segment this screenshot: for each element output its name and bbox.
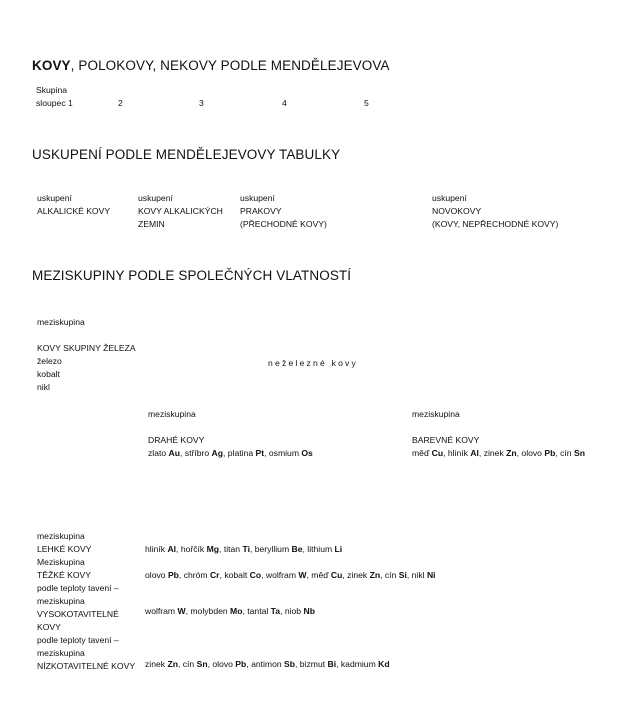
- element-word: nikl: [411, 570, 427, 580]
- element-word: hliník: [145, 544, 168, 554]
- element-symbol: Ta: [270, 606, 281, 616]
- element-symbol: Pb: [544, 448, 556, 458]
- column-number-2: 2: [118, 98, 123, 108]
- element-symbol: Al: [470, 448, 479, 458]
- group-label: uskupení: [240, 193, 275, 203]
- group-label: uskupení: [37, 193, 72, 203]
- element-word: kobalt: [224, 570, 250, 580]
- group-label: uskupení: [432, 193, 467, 203]
- subgroup-label: meziskupina: [37, 596, 85, 606]
- element-symbol: Au: [168, 448, 181, 458]
- element-word: zinek: [145, 659, 168, 669]
- column-number-3: 3: [199, 98, 204, 108]
- element-symbol: Sb: [284, 659, 296, 669]
- element-symbol: Be: [291, 544, 303, 554]
- heavy-metals-name: TĚŽKÉ KOVY: [37, 570, 91, 580]
- element-word: chróm: [183, 570, 210, 580]
- element-symbol: Kd: [378, 659, 390, 669]
- element-symbol: W: [298, 570, 307, 580]
- element-word: kadmium: [340, 659, 379, 669]
- group-name: PRAKOVY: [240, 206, 282, 216]
- element-symbol: Mg: [206, 544, 220, 554]
- subgroup-label: Meziskupina: [37, 557, 85, 567]
- subgroup-label: meziskupina: [37, 317, 85, 327]
- subgroup-label: meziskupina: [412, 409, 460, 419]
- column-number-5: 5: [364, 98, 369, 108]
- heading-rest: , POLOKOVY, NEKOVY PODLE MENDĚLEJEVOVA: [70, 58, 390, 73]
- element-word: tantal: [247, 606, 271, 616]
- element-symbol: Pb: [167, 570, 179, 580]
- element-symbol: Pt: [255, 448, 265, 458]
- colored-group-name: BAREVNÉ KOVY: [412, 435, 480, 445]
- element-symbol: Cu: [431, 448, 444, 458]
- element-word: niob: [284, 606, 304, 616]
- column-number-4: 4: [282, 98, 287, 108]
- group-name-continued: ZEMIN: [138, 219, 165, 229]
- element-word: wolfram: [145, 606, 178, 616]
- element-word: zinek: [483, 448, 507, 458]
- element-symbol: Ni: [426, 570, 436, 580]
- element-word: cín: [182, 659, 197, 669]
- group-transition: [240, 192, 327, 231]
- element-symbol: Nb: [303, 606, 315, 616]
- column-label: sloupec 1: [36, 98, 73, 108]
- group-note: (KOVY, NEPŘECHODNÉ KOVY): [432, 219, 559, 229]
- light-metals-name: LEHKÉ KOVY: [37, 544, 92, 554]
- element-word: měď: [311, 570, 331, 580]
- precious-group: [148, 408, 313, 460]
- precious-group-name: DRAHÉ KOVY: [148, 435, 205, 445]
- heading-mendeleev-groups: USKUPENÍ PODLE MENDĚLEJEVOVY TABULKY: [32, 147, 341, 162]
- element-word: zlato: [148, 448, 169, 458]
- element-list: hliník Al, hořčík Mg, titan Ti, beryllium Be, lithium Li: [145, 544, 343, 554]
- element-symbol: Cu: [330, 570, 343, 580]
- element-list: zinek Zn, cín Sn, olovo Pb, antimon Sb, bizmut Bi, kadmium Kd: [145, 659, 390, 669]
- element-symbol: Sn: [573, 448, 585, 458]
- element-word: osmium: [268, 448, 302, 458]
- refractory-metals-name: VYSOKOTAVITELNÉ: [37, 609, 119, 619]
- element-list: wolfram W, molybden Mo, tantal Ta, niob Nb: [145, 606, 315, 616]
- element-word: molybden: [190, 606, 231, 616]
- element-symbol: Pb: [235, 659, 247, 669]
- nonferrous-label: neželezné kovy: [268, 358, 359, 368]
- group-label: uskupení: [138, 193, 173, 203]
- element-symbol: Zn: [506, 448, 517, 458]
- refractory-metals-name-continued: KOVY: [37, 622, 61, 632]
- element-word: cín: [384, 570, 399, 580]
- element-word: stříbro: [184, 448, 212, 458]
- element-list: zlato Au, stříbro Ag, platina Pt, osmium Os: [148, 448, 313, 458]
- element-word: měď: [412, 448, 432, 458]
- criterion-label: podle teploty tavení –: [37, 583, 119, 593]
- element-word: bizmut: [299, 659, 328, 669]
- element-symbol: Sn: [196, 659, 208, 669]
- element-word: hořčík: [180, 544, 207, 554]
- heading-bold-part: KOVY: [32, 58, 71, 73]
- group-post-transition: [432, 192, 558, 231]
- element-word: olovo: [145, 570, 168, 580]
- colored-group: [412, 408, 585, 460]
- element-symbol: W: [177, 606, 186, 616]
- element-symbol: Zn: [167, 659, 178, 669]
- heading-subgroups-by-properties: MEZISKUPINY PODLE SPOLEČNÝCH VLATNOSTÍ: [32, 268, 352, 283]
- subgroup-label: meziskupina: [37, 648, 85, 658]
- element-symbol: Mo: [230, 606, 243, 616]
- element-word: lithium: [307, 544, 335, 554]
- criterion-label: podle teploty tavení –: [37, 635, 119, 645]
- iron-item: nikl: [37, 382, 50, 392]
- element-symbol: Ti: [242, 544, 250, 554]
- element-list: měď Cu, hliník Al, zinek Zn, olovo Pb, cín Sn: [412, 448, 585, 458]
- iron-group: [37, 342, 136, 394]
- group-alkaline-earth: [138, 192, 223, 231]
- iron-group-name: KOVY SKUPINY ŽELEZA: [37, 343, 136, 353]
- element-word: platina: [227, 448, 256, 458]
- iron-item: železo: [37, 356, 62, 366]
- subgroup-label: meziskupina: [37, 531, 85, 541]
- element-symbol: Co: [249, 570, 262, 580]
- element-symbol: Cr: [209, 570, 220, 580]
- element-symbol: Al: [167, 544, 177, 554]
- element-list: olovo Pb, chróm Cr, kobalt Co, wolfram W, měď Cu, zinek Zn, cín Si, nikl Ni: [145, 570, 436, 580]
- iron-item: kobalt: [37, 369, 60, 379]
- group-note: (PŘECHODNÉ KOVY): [240, 219, 327, 229]
- element-symbol: Li: [334, 544, 343, 554]
- element-word: zinek: [347, 570, 370, 580]
- group-name: NOVOKOVY: [432, 206, 482, 216]
- group-name: KOVY ALKALICKÝCH: [138, 206, 223, 216]
- group-label: Skupina: [36, 85, 68, 95]
- fusible-metals-name: NÍZKOTAVITELNÉ KOVY: [37, 661, 136, 671]
- element-word: cín: [560, 448, 574, 458]
- element-word: olovo: [521, 448, 545, 458]
- group-alkali: [37, 192, 110, 218]
- element-symbol: Os: [301, 448, 313, 458]
- element-symbol: Ag: [211, 448, 224, 458]
- heading-metals-by-mendeleev: [32, 58, 390, 73]
- element-symbol: Bi: [327, 659, 337, 669]
- element-word: olovo: [212, 659, 236, 669]
- element-word: titan: [223, 544, 243, 554]
- element-symbol: Si: [398, 570, 407, 580]
- element-word: hliník: [447, 448, 471, 458]
- element-word: beryllium: [254, 544, 292, 554]
- element-symbol: Zn: [369, 570, 381, 580]
- element-word: antimon: [251, 659, 285, 669]
- group-name: ALKALICKÉ KOVY: [37, 206, 111, 216]
- element-word: wolfram: [265, 570, 299, 580]
- subgroup-label: meziskupina: [148, 409, 196, 419]
